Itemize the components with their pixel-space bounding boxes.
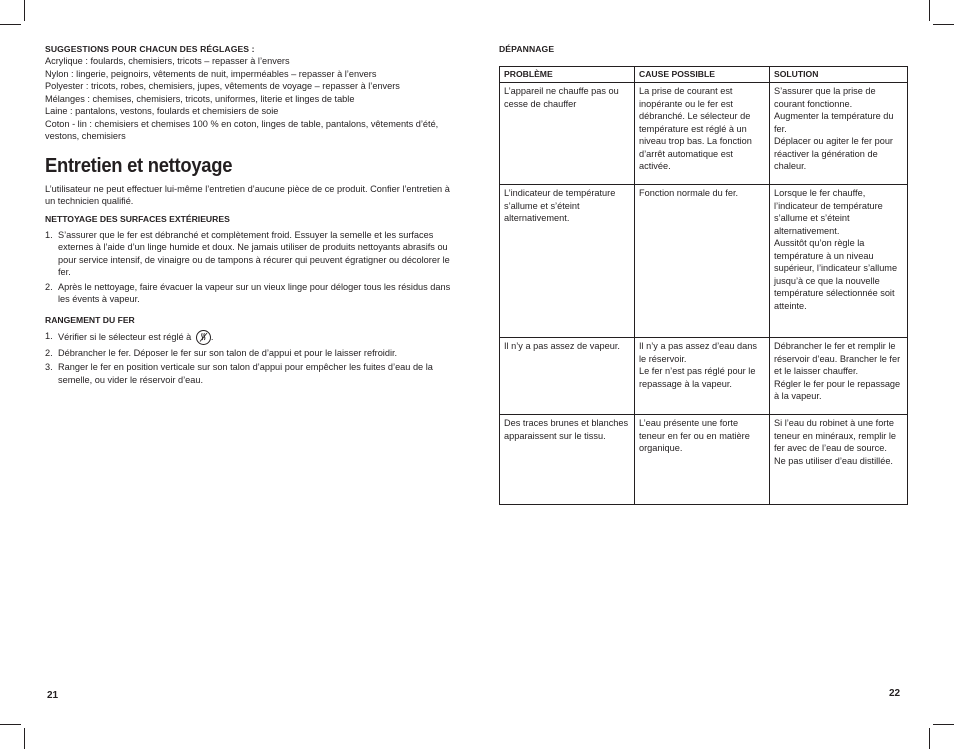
left-page xyxy=(45,44,457,388)
crop-mark xyxy=(929,728,930,749)
step-suffix: . xyxy=(210,331,214,342)
section-title: Entretien et nettoyage xyxy=(45,154,233,177)
cell-text: Le fer n’est pas réglé pour le repassage à la vapeur. xyxy=(639,366,756,389)
cell-text: Augmenter la température du fer. xyxy=(774,111,894,134)
solution-cell xyxy=(770,338,908,415)
page-number-right: 22 xyxy=(889,688,901,699)
problem-cell xyxy=(500,338,635,415)
problem-cell xyxy=(500,415,635,505)
right-page xyxy=(499,44,907,55)
page-number-left: 21 xyxy=(47,690,59,701)
table-row xyxy=(500,338,908,415)
suggestion-item: Laine : pantalons, vestons, foulards et chemisiers de soie xyxy=(45,106,279,116)
cleaning-steps xyxy=(45,229,457,306)
suggestion-item: Coton - lin : chemisiers et chemises 100 % en coton, linges de table, pantalons, vêtements d’été, vestons, chemisiers xyxy=(45,118,439,141)
table-row xyxy=(500,185,908,338)
table-row xyxy=(500,83,908,185)
cell-text: Aussitôt qu’on règle la température à un niveau supérieur, l’indicateur s’allume jusqu’à ce que la nouvelle température sélectionnée soit atteinte. xyxy=(774,238,898,311)
cause-cell xyxy=(635,83,770,185)
suggestion-item: Nylon : lingerie, peignoirs, vêtements de nuit, imperméables – repasser à l’envers xyxy=(45,68,377,79)
step-number: 1. xyxy=(45,330,53,341)
crop-mark xyxy=(929,0,930,21)
cell-text: Ne pas utiliser d’eau distillée. xyxy=(774,455,893,466)
suggestions-heading: SUGGESTIONS POUR CHACUN DES RÉGLAGES : xyxy=(45,44,255,54)
troubleshooting-table xyxy=(499,66,908,505)
suggestion-item: Polyester : tricots, robes, chemisiers, jupes, vêtements de voyage – repasser à l’envers xyxy=(45,81,400,91)
step-text: Vérifier si le sélecteur est réglé à xyxy=(58,331,192,342)
list-item xyxy=(45,229,457,279)
cell-text: L’indicateur de température s’allume et s’éteint alternativement. xyxy=(504,188,616,223)
cell-text: La prise de courant est inopérante ou le fer est débranché. Le sélecteur de température est réglé à un niveau trop bas. La fonction d’arrêt automatique est activée. xyxy=(639,86,752,171)
problem-cell xyxy=(500,185,635,338)
cell-text: Fonction normale du fer. xyxy=(639,188,739,198)
cell-text: Déplacer ou agiter le fer pour réactiver la génération de chaleur. xyxy=(774,136,893,171)
intro-text: L’utilisateur ne peut effectuer lui-même l’entretien d’aucune pièce de ce produit. Confier l’entretien à un technicien qualifié. xyxy=(45,183,450,206)
crop-mark xyxy=(24,0,25,21)
step-number: 3. xyxy=(45,362,53,372)
column-header-problem: PROBLÈME xyxy=(500,67,635,83)
column-header-solution: SOLUTION xyxy=(770,67,908,83)
cell-text: L’appareil ne chauffe pas ou cesse de chauffer xyxy=(504,86,619,109)
suggestions-list xyxy=(45,55,457,143)
solution-cell xyxy=(770,185,908,338)
table-row xyxy=(500,415,908,505)
crop-mark xyxy=(24,728,25,749)
step-text: S’assurer que le fer est débranché et complètement froid. Essuyer la semelle et les surfaces externes à l’aide d’un linge humide et doux. Ne jamais utiliser de produits nettoyants abrasifs ou pour service intensif, de vinaigre ou de tampons à récurer qui peuvent égratigner ou décolorer le fer. xyxy=(58,229,450,277)
step-number: 2. xyxy=(45,281,53,292)
troubleshooting-heading: DÉPANNAGE xyxy=(499,44,555,54)
step-number: 2. xyxy=(45,347,53,358)
step-text: Ranger le fer en position verticale sur son talon d’appui pour empêcher les fuites d’eau de la semelle, ou vider le réservoir d’eau. xyxy=(58,362,433,385)
cell-text: Il n’y a pas assez de vapeur. xyxy=(504,341,620,351)
crop-mark xyxy=(933,724,954,725)
suggestion-item: Acrylique : foulards, chemisiers, tricots – repasser à l’envers xyxy=(45,56,290,66)
cell-text: Lorsque le fer chauffe, l’indicateur de température s’allume et s’éteint alternativement. xyxy=(774,188,883,236)
column-header-cause: CAUSE POSSIBLE xyxy=(635,67,770,83)
list-item xyxy=(45,361,457,386)
cell-text: L’eau présente une forte teneur en fer ou en matière organique. xyxy=(639,418,750,453)
crop-mark xyxy=(933,24,954,25)
table-header-row xyxy=(500,67,908,83)
step-text: Débrancher le fer. Déposer le fer sur son talon de d’appui et pour le laisser refroidir. xyxy=(58,347,398,358)
list-item xyxy=(45,281,457,306)
suggestion-item: Mélanges : chemises, chemisiers, tricots, uniformes, literie et linges de table xyxy=(45,93,355,104)
solution-cell xyxy=(770,415,908,505)
cell-text: Il n’y a pas assez d’eau dans le réservoir. xyxy=(639,341,757,364)
cause-cell xyxy=(635,338,770,415)
cell-text: Si l’eau du robinet à une forte teneur en minéraux, remplir le fer avec de l’eau de source. xyxy=(774,418,897,453)
step-number: 1. xyxy=(45,229,53,240)
cell-text: S’assurer que la prise de courant fonctionne. xyxy=(774,86,876,109)
solution-cell xyxy=(770,83,908,185)
list-item xyxy=(45,347,457,360)
step-text: Après le nettoyage, faire évacuer la vapeur sur un vieux linge pour déloger tous les résidus dans les évents à vapeur. xyxy=(58,281,451,304)
crop-mark xyxy=(0,724,21,725)
cell-text: Régler le fer pour le repassage à la vapeur. xyxy=(774,378,901,401)
steam-off-dial-icon xyxy=(196,330,211,345)
cell-text: Débrancher le fer et remplir le réservoir d’eau. Brancher le fer et le laisser chauffer. xyxy=(774,341,901,376)
cleaning-heading: NETTOYAGE DES SURFACES EXTÉRIEURES xyxy=(45,213,230,224)
list-item xyxy=(45,330,457,345)
storage-steps xyxy=(45,330,457,387)
crop-mark xyxy=(0,24,21,25)
problem-cell xyxy=(500,83,635,185)
cause-cell xyxy=(635,415,770,505)
storage-heading: RANGEMENT DU FER xyxy=(45,314,135,325)
cause-cell xyxy=(635,185,770,338)
cell-text: Des traces brunes et blanches apparaissent sur le tissu. xyxy=(504,418,629,441)
